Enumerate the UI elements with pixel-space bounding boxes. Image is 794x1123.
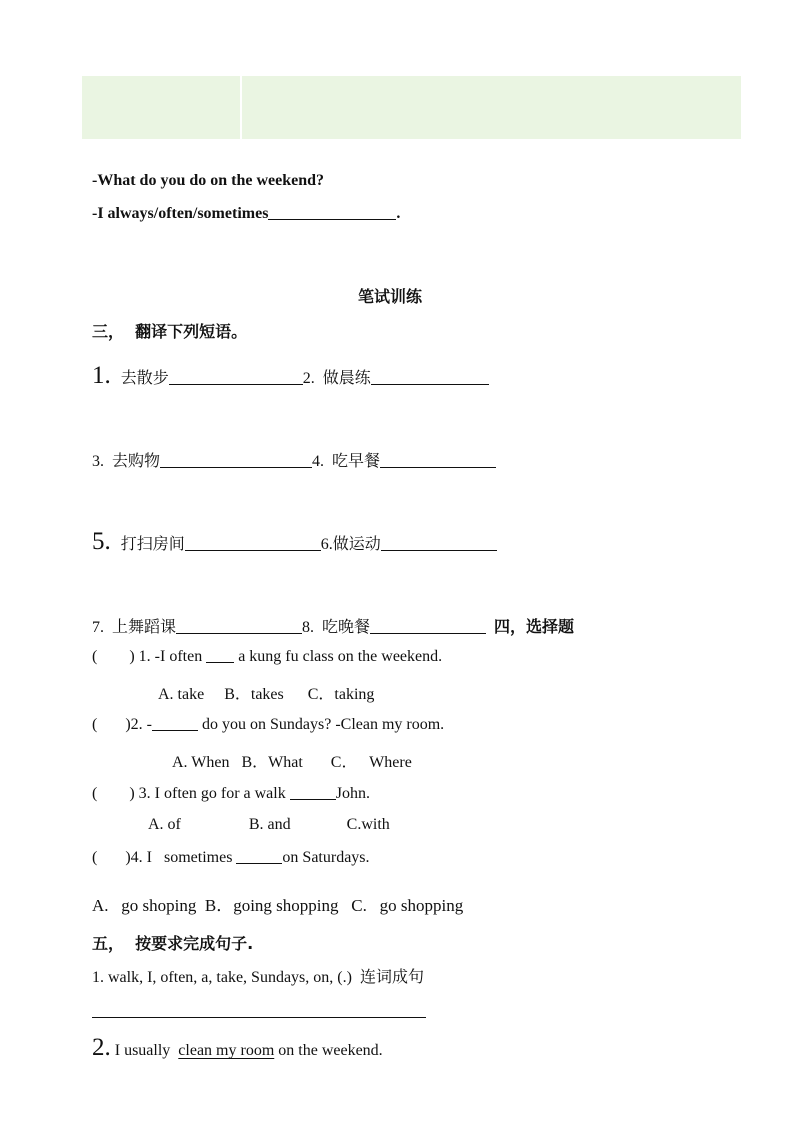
question-blank[interactable] — [152, 715, 198, 731]
question-stem: 2. - — [130, 716, 152, 733]
answer-bracket[interactable]: ( ) — [92, 849, 131, 866]
phrase-number: 2. — [302, 370, 315, 387]
question-blank[interactable] — [236, 848, 282, 864]
section-title: 笔试训练 — [358, 287, 423, 306]
item-text: on the weekend. — [278, 1042, 383, 1059]
answer-line[interactable] — [92, 1017, 426, 1018]
answer-bracket[interactable]: ( ) — [92, 785, 135, 802]
phrase-blank[interactable] — [380, 452, 496, 468]
phrase-blank[interactable] — [185, 535, 321, 551]
phrase-number: 7. — [92, 619, 104, 636]
dialogue-question: -What do you do on the weekend? — [92, 172, 325, 189]
question-blank[interactable] — [290, 784, 336, 800]
question-stem: John. — [335, 785, 370, 802]
phrase-number: 1. — [92, 362, 111, 389]
question-3-options: A. of B. and C.with — [148, 816, 390, 833]
dialogue-answer-suffix: . — [396, 205, 401, 222]
phrase-text: 去购物 — [112, 451, 161, 470]
question-1 — [92, 647, 442, 666]
section5-item-2 — [92, 1034, 383, 1062]
header-table — [82, 76, 741, 139]
question-blank[interactable] — [206, 647, 234, 663]
item-number: 2. — [92, 1034, 111, 1061]
question-stem: on Saturdays. — [282, 849, 370, 866]
phrase-row-2 — [92, 448, 496, 471]
dialogue-answer — [92, 204, 400, 223]
phrase-text: 上舞蹈课 — [112, 617, 177, 636]
question-4 — [92, 848, 370, 867]
phrase-blank[interactable] — [176, 618, 302, 634]
section3-heading: 三， 翻译下列短语。 — [92, 322, 248, 341]
phrase-number: 4. — [312, 453, 325, 470]
phrase-number: 3. — [92, 453, 104, 470]
table-divider — [240, 76, 242, 139]
question-1-options: A. take B．takes C．taking — [158, 686, 375, 703]
question-2 — [92, 715, 444, 734]
underlined-phrase: clean my room — [178, 1042, 275, 1059]
answer-bracket[interactable]: ( ) — [92, 716, 131, 733]
phrase-text: 做运动 — [332, 534, 381, 553]
dialogue-answer-prefix: -I always/often/sometimes — [92, 205, 269, 222]
question-stem: a kung fu class on the weekend. — [238, 648, 443, 665]
question-stem: do you on Sundays? -Clean my room. — [201, 716, 445, 733]
phrase-text: 吃晚餐 — [322, 617, 371, 636]
phrase-number: 5. — [92, 528, 111, 555]
question-3 — [92, 784, 370, 803]
phrase-row-3 — [92, 528, 497, 556]
question-stem: 1. -I often — [138, 648, 203, 665]
question-stem: 4. I sometimes — [130, 849, 233, 866]
phrase-blank[interactable] — [160, 452, 312, 468]
phrase-blank[interactable] — [371, 369, 489, 385]
section5-heading: 五， 按要求完成句子. — [92, 934, 254, 953]
section5-item-1: 1. walk, I, often, a, take, Sundays, on, (.) 连词成句 — [92, 969, 424, 986]
phrase-blank[interactable] — [381, 535, 497, 551]
question-stem: 3. I often go for a walk — [138, 785, 286, 802]
answer-blank[interactable] — [268, 204, 396, 220]
answer-bracket[interactable]: ( ) — [92, 648, 135, 665]
section4-heading: 四，选择题 — [494, 617, 575, 636]
phrase-text: 吃早餐 — [332, 451, 381, 470]
question-4-options: A. go shoping B．going shopping C. go shopping — [92, 896, 464, 915]
question-2-options: A. When B．What C． Where — [172, 754, 412, 771]
phrase-blank[interactable] — [370, 618, 486, 634]
phrase-row-4 — [92, 614, 574, 637]
phrase-number: 6. — [320, 536, 333, 553]
phrase-text: 打扫房间 — [120, 534, 185, 553]
phrase-text: 做晨练 — [322, 368, 371, 387]
phrase-blank[interactable] — [169, 369, 303, 385]
phrase-row-1 — [92, 362, 489, 390]
phrase-text: 去散步 — [120, 368, 169, 387]
item-text: I usually — [114, 1042, 171, 1059]
phrase-number: 8. — [302, 619, 315, 636]
